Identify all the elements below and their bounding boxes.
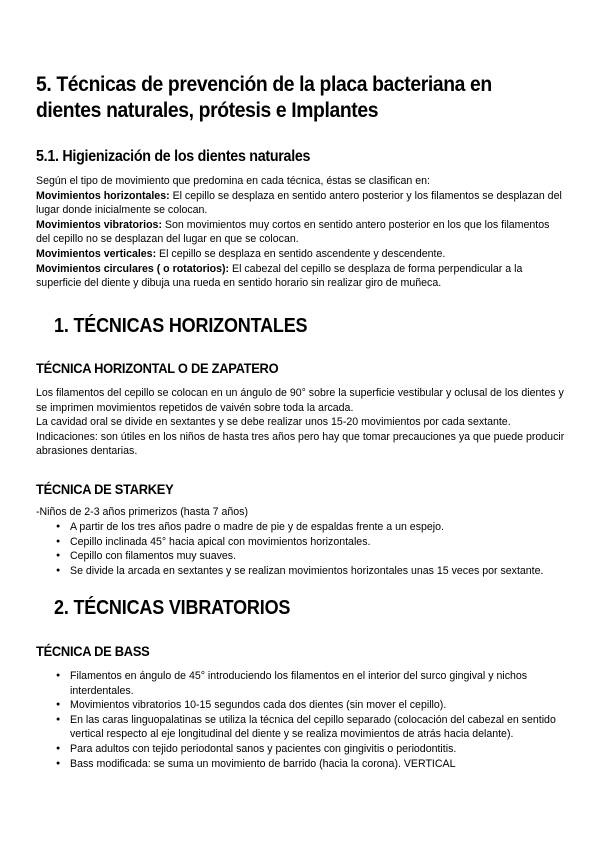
- starkey-title: TÉCNICA DE STARKEY: [36, 481, 174, 497]
- intro-item: [36, 247, 566, 262]
- zapatero-paragraph: Indicaciones: son útiles en los niños de hasta tres años pero hay que tomar precauciones ya que puede producir abrasiones dentarias.: [36, 430, 565, 458]
- list-item: ● A partir de los tres años padre o madre de pie y de espaldas frente a un espejo.: [36, 520, 556, 535]
- starkey-list: [36, 520, 556, 578]
- list-item: ● Filamentos en ángulo de 45° introduciendo los filamentos en el interior del surco gingival y nichos interdentales.: [36, 669, 556, 698]
- section-1-title: 1. TÉCNICAS HORIZONTALES: [54, 315, 308, 337]
- list-item: ● En las caras linguopalatinas se utiliza la técnica del cepillo separado (colocación del cabezal en sentido vertical respecto al eje longitudinal del diente y se realiza movimientos de atrás hacia delante).: [36, 713, 556, 742]
- zapatero-paragraph: Los filamentos del cepillo se colocan en un ángulo de 90° sobre la superficie vestibular y oclusal de los dientes y se imprimen movimientos repetidos de vaivén sobre toda la arcada.: [36, 387, 564, 414]
- intro-text: El cepillo se desplaza en sentido ascendente y descendente.: [156, 247, 446, 260]
- zapatero-paragraph: La cavidad oral se divide en sextantes y se debe realizar unos 15-20 movimientos por cada sextante.: [36, 416, 511, 429]
- intro-term: Movimientos vibratorios:: [36, 218, 162, 231]
- list-item: ● Cepillo inclinada 45° hacia apical con movimientos horizontales.: [36, 535, 556, 550]
- intro-block: [36, 174, 566, 291]
- list-item: ● Movimientos vibratorios 10-15 segundos cada dos dientes (sin mover el cepillo).: [36, 698, 556, 713]
- intro-text: El cepillo se desplaza en sentido antero posterior y los filamentos se desplazan del lugar donde inicialmente se colocan.: [36, 189, 562, 217]
- subsection-title: 5.1. Higienización de los dientes naturales: [36, 148, 311, 165]
- intro-item: [36, 262, 566, 291]
- zapatero-body: [36, 386, 566, 459]
- bass-list: [36, 669, 556, 771]
- intro-item: [36, 189, 566, 218]
- intro-text: Son movimientos muy cortos en sentido antero posterior en los que los filamentos del cepillo no se desplazan del lugar en que se colocan.: [36, 218, 550, 246]
- intro-lead: Según el tipo de movimiento que predomina en cada técnica, éstas se clasifican en:: [36, 175, 430, 187]
- list-item: ● Cepillo con filamentos muy suaves.: [36, 549, 556, 564]
- intro-item: [36, 218, 566, 247]
- list-item: ● Para adultos con tejido periodontal sanos y pacientes con gingivitis o periodontitis.: [36, 742, 556, 757]
- zapatero-title: TÉCNICA HORIZONTAL O DE ZAPATERO: [36, 360, 279, 376]
- section-2-title: 2. TÉCNICAS VIBRATORIOS: [54, 597, 291, 619]
- bass-title: TÉCNICA DE BASS: [36, 643, 150, 659]
- intro-term: Movimientos verticales:: [36, 247, 157, 260]
- intro-term: Movimientos horizontales:: [36, 189, 170, 202]
- starkey-lead: -Niños de 2-3 años primerizos (hasta 7 años): [36, 506, 248, 518]
- page-title: 5. Técnicas de prevención de la placa bacteriana en dientes naturales, prótesis e Implantes: [36, 73, 492, 122]
- list-item: ● Se divide la arcada en sextantes y se realizan movimientos horizontales unas 15 veces por sextante.: [36, 564, 556, 579]
- intro-text: El cabezal del cepillo se desplaza de forma perpendicular a la superficie del diente y dibuja una rueda en sentido horario sin realizar giro de muñeca.: [36, 262, 523, 290]
- intro-term: Movimientos circulares ( o rotatorios):: [36, 262, 230, 275]
- list-item: ● Bass modificada: se suma un movimiento de barrido (hacia la corona). VERTICAL: [36, 757, 556, 772]
